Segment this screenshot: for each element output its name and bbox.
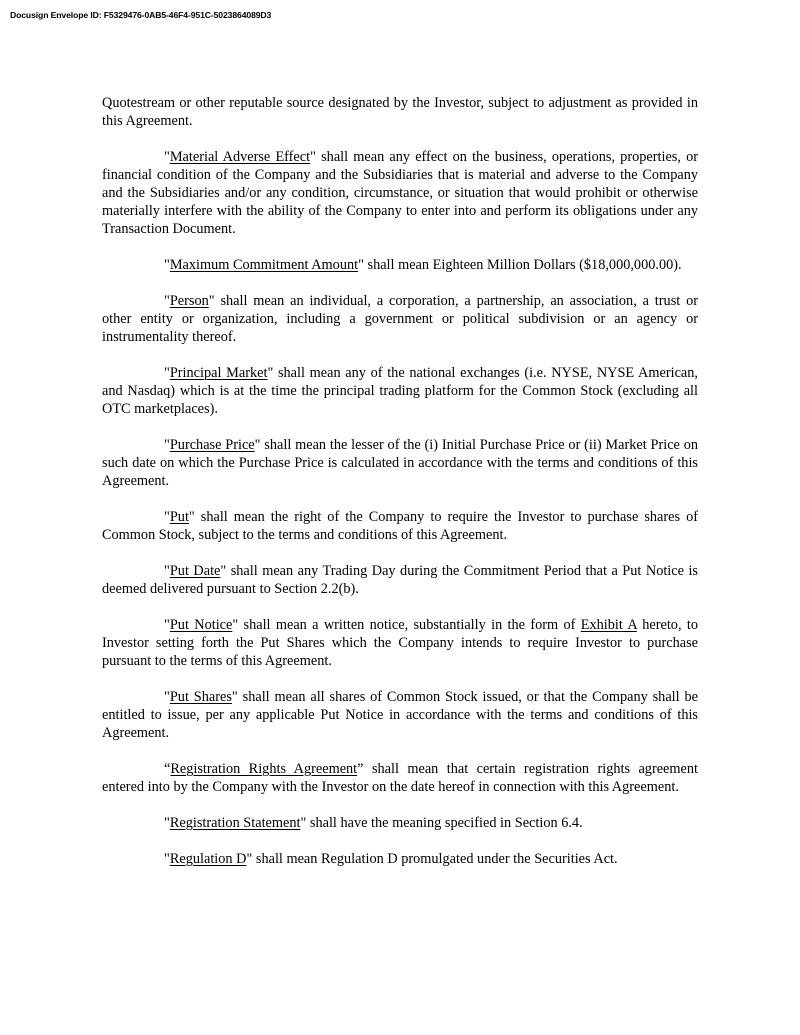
open-quote: " xyxy=(164,562,170,579)
definition-registration-rights-agreement xyxy=(102,760,698,796)
exhibit-reference: Exhibit A xyxy=(580,616,637,633)
definition-material-adverse-effect xyxy=(102,148,698,238)
defined-term: Put xyxy=(169,508,189,525)
open-quote: “ xyxy=(164,760,171,777)
definition-text-continued: hereto, to Investor setting forth the Put Shares which the Company intends to require Investor to purchase pursuant to the terms of this Agreement. xyxy=(102,616,698,669)
defined-term: Regulation D xyxy=(169,850,247,867)
definition-put-notice xyxy=(102,616,698,670)
defined-term: Material Adverse Effect xyxy=(169,148,311,165)
defined-term: Principal Market xyxy=(169,364,268,381)
definition-principal-market xyxy=(102,364,698,418)
definition-text: " shall mean all shares of Common Stock issued, or that the Company shall be entitled to issue, per any applicable Put Notice in accordance with the terms and conditions of this Agreement. xyxy=(102,688,698,741)
definition-put-shares xyxy=(102,688,698,742)
defined-term: Registration Statement xyxy=(169,814,301,831)
definition-person xyxy=(102,292,698,346)
definition-text: " shall mean Regulation D promulgated under the Securities Act. xyxy=(246,850,618,867)
continuation-paragraph: Quotestream or other reputable source designated by the Investor, subject to adjustment as provided in this Agreement. xyxy=(102,94,698,129)
definition-put-date xyxy=(102,562,698,598)
definition-text: " shall mean the right of the Company to require the Investor to purchase shares of Common Stock, subject to the terms and conditions of this Agreement. xyxy=(102,508,698,543)
definition-text: " shall mean any effect on the business, operations, properties, or financial condition of the Company and the Subsidiaries that is material and adverse to the Company and the Subsidiaries and/or any condition, circumstance, or situation that would prohibit or otherwise materially interfere with the ability of the Company to enter into and perform its obligations under any Transaction Document. xyxy=(102,148,698,237)
defined-term: Registration Rights Agreement xyxy=(170,760,358,777)
open-quote: " xyxy=(164,436,170,453)
defined-term: Put Notice xyxy=(169,616,233,633)
definition-regulation-d xyxy=(102,850,698,868)
definition-text: " shall mean the lesser of the (i) Initial Purchase Price or (ii) Market Price on such date on which the Purchase Price is calculated in accordance with the terms and conditions of this Agreement. xyxy=(102,436,699,489)
definition-text: " shall mean a written notice, substantially in the form of xyxy=(232,616,581,633)
definition-text: " shall have the meaning specified in Section 6.4. xyxy=(300,814,583,831)
open-quote: " xyxy=(164,148,170,165)
definition-put xyxy=(102,508,698,544)
open-quote: " xyxy=(164,850,170,867)
open-quote: " xyxy=(164,256,170,273)
definition-text: " shall mean Eighteen Million Dollars ($18,000,000.00). xyxy=(358,256,682,273)
definition-maximum-commitment-amount xyxy=(102,256,698,274)
open-quote: " xyxy=(164,688,170,705)
defined-term: Purchase Price xyxy=(169,436,255,453)
definition-text: " shall mean an individual, a corporation, a partnership, an association, a trust or other entity or organization, including a government or political subdivision or an agency or instrumentality thereof. xyxy=(102,292,698,345)
document-body xyxy=(102,94,698,886)
open-quote: " xyxy=(164,364,170,381)
open-quote: " xyxy=(164,616,170,633)
defined-term: Put Shares xyxy=(169,688,232,705)
defined-term: Maximum Commitment Amount xyxy=(169,256,359,273)
definition-text: " shall mean any Trading Day during the Commitment Period that a Put Notice is deemed delivered pursuant to Section 2.2(b). xyxy=(102,562,698,597)
defined-term: Put Date xyxy=(169,562,221,579)
defined-term: Person xyxy=(169,292,209,309)
definition-text: " shall mean any of the national exchanges (i.e. NYSE, NYSE American, and Nasdaq) which is at the time the principal trading platform for the Common Stock (excluding all OTC marketplaces). xyxy=(102,364,698,417)
definition-registration-statement xyxy=(102,814,698,832)
docusign-envelope-id: Docusign Envelope ID: F5329476-0AB5-46F4-951C-5023864089D3 xyxy=(10,10,272,20)
definition-text: ” shall mean that certain registration rights agreement entered into by the Company with the Investor on the date hereof in connection with this Agreement. xyxy=(102,760,698,795)
open-quote: " xyxy=(164,814,170,831)
definition-purchase-price xyxy=(102,436,698,490)
open-quote: " xyxy=(164,292,170,309)
open-quote: " xyxy=(164,508,170,525)
